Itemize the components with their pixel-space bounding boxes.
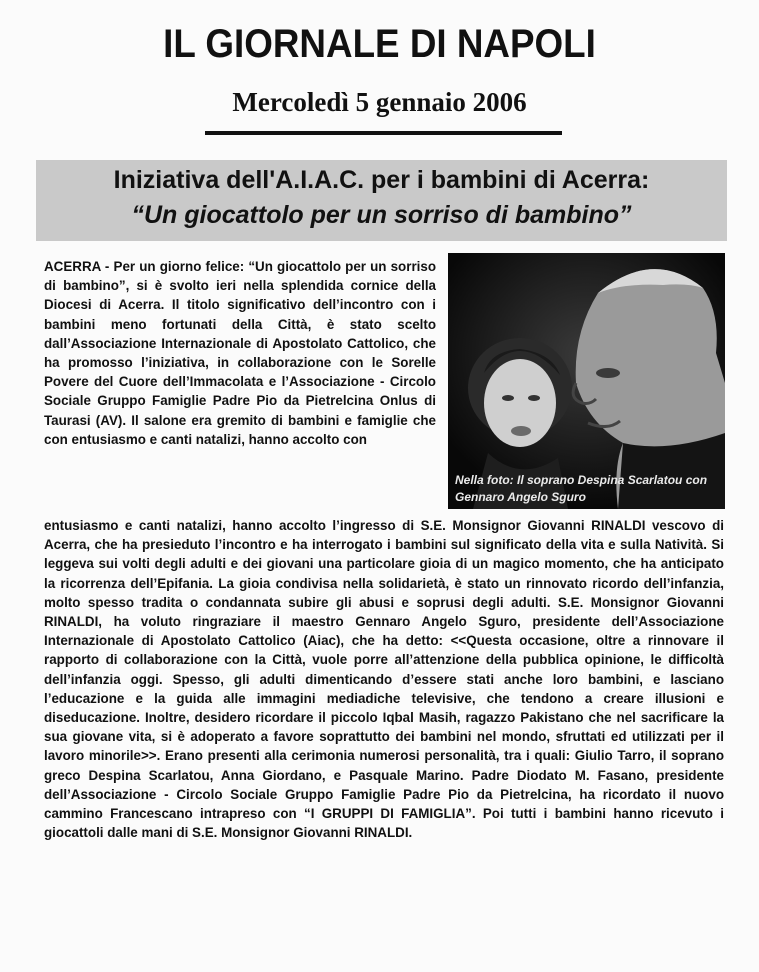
masthead-divider — [205, 131, 562, 135]
article-body-text: entusiasmo e canti natalizi, hanno accolto l’ingresso di S.E. Monsignor Giovanni RINALDI vescovo di Acerra, che ha presieduto l’incontro e ha interrogato i bambini sul significato della vita e sulla Natività. Si leggeva sui volti degli adulti e dei giovani una particolare gioia di un magico momento, che ha anticipato la ricorrenza dell’Epifania. La gioia condivisa nella solidarietà, è stato un rinnovato ricordo dell’infanzia, molto spesso tradita o condannata subire gli abusi e soprusi degli adulti. S.E. Monsignor Giovanni RINALDI, ha voluto ringraziare il maestro Gennaro Angelo Sguro, presidente dell’Associazione Internazionale di Apostolato Cattolico (Aiac), che ha detto: <<Questa occasione, oltre a rinnovare il rapporto di collaborazione con la Città, vuole porre all’attenzione della pubblica opinione, le difficoltà dell’infanzia oggi. Spesso, gli adulti dimenticando d’essere stati anche loro bambini, e lasciano l’educazione e la guida alle immagini mediadiche televisive, che tendono a creare illusioni e diseducazione. Inoltre, desidero ricordare il piccolo Iqbal Masih, ragazzo Pakistano che nel sacrificare la sua giovane vita, si è adoperato a favore soprattutto dei bambini nel mondo, sfruttati ed utilizzati per il lavoro minorile>>. Erano presenti alla cerimonia numerosi personalità, tra i quali: Giulio Tarro, il soprano greco Despina Scarlatou, Anna Giordano, e Pasquale Marino. Padre Diodato M. Fasano, presidente dell’Associazione - Circolo Sociale Gruppo Famiglie Padre Pio da Pietrelcina, ha ricordato il nuovo cammino Francescano intrapreso con “I GRUPPI DI FAMIGLIA”. Poi tutti i bambini hanno ricevuto i giocattoli dalle mani di S.E. Monsignor Giovanni RINALDI. — [44, 518, 724, 841]
headline-subtitle: “Un giocattolo per un sorriso di bambino” — [131, 201, 632, 229]
headline-title: Iniziativa dell'A.I.A.C. per i bambini di Acerra: — [113, 166, 650, 194]
photo-illustration — [448, 253, 725, 509]
article-column-text: ACERRA - Per un giorno felice: “Un giocattolo per un sorriso di bambino”, si è svolto ieri nella splendida cornice della Diocesi di Acerra. Il titolo significativo dell’incontro con i bambini meno fortunati della Città, è stato scelto dall’Associazione Internazionale di Apostolato Cattolico, che ha promosso l’iniziativa, in collaborazione con le Sorelle Povere del Cuore dell’Immacolata e l’Associazione - Circolo Sociale Gruppo Famiglie Padre Pio da Pietrelcina Onlus di Taurasi (AV). Il salone era gremito di bambini e famiglie che con entusiasmo e canti natalizi, hanno accolto con — [44, 259, 436, 447]
article-photo — [448, 253, 725, 509]
newspaper-masthead: IL GIORNALE DI NAPOLI — [163, 22, 596, 66]
issue-date: Mercoledì 5 gennaio 2006 — [232, 87, 527, 117]
photo-caption: Nella foto: Il soprano Despina Scarlatou con Gennaro Angelo Sguro — [455, 473, 708, 504]
